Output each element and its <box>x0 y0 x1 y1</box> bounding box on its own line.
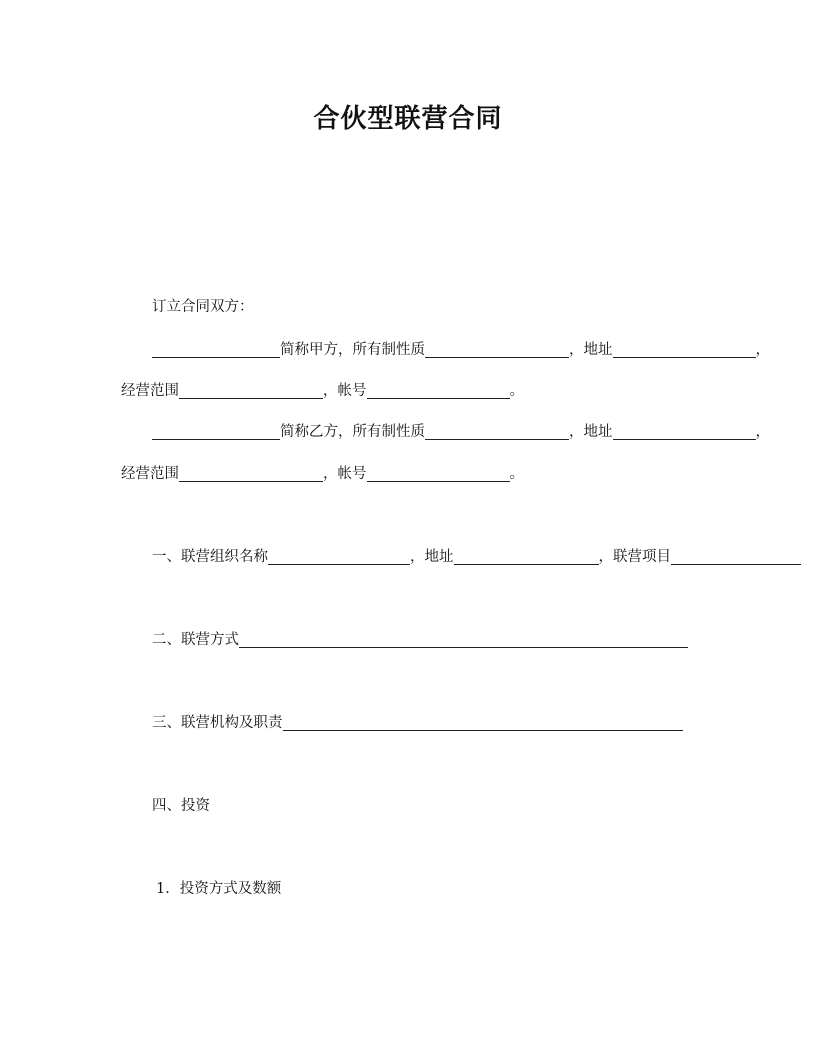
project-blank[interactable] <box>671 548 801 565</box>
section-2-label: 二、联营方式 <box>152 632 239 648</box>
party-b-line-2 <box>121 464 524 484</box>
party-a-period: 。 <box>509 383 524 399</box>
party-b-scope-label: 经营范围 <box>121 466 179 482</box>
party-b-short-label: 简称乙方，所有制性质 <box>280 424 425 440</box>
section-4-1-heading: 1．投资方式及数额 <box>156 881 282 897</box>
party-b-period: 。 <box>509 466 524 482</box>
party-b-comma: ， <box>755 424 770 440</box>
organization-blank[interactable] <box>283 714 683 731</box>
party-b-line-1 <box>152 422 770 442</box>
party-a-account-blank[interactable] <box>367 382 510 399</box>
party-a-scope-label: 经营范围 <box>121 383 179 399</box>
document-title: 合伙型联营合同 <box>313 104 503 134</box>
party-a-name-blank[interactable] <box>152 341 280 358</box>
party-a-scope-blank[interactable] <box>179 382 323 399</box>
section-1-label: 一、联营组织名称 <box>152 549 268 565</box>
org-address-blank[interactable] <box>454 548 599 565</box>
party-a-short-label: 简称甲方，所有制性质 <box>280 342 425 358</box>
party-a-line-2 <box>121 381 524 401</box>
party-a-ownership-blank[interactable] <box>425 341 569 358</box>
section-1-address-label: ，地址 <box>410 549 454 565</box>
section-4-heading: 四、投资 <box>152 798 210 814</box>
party-a-address-blank[interactable] <box>613 341 756 358</box>
party-a-line-1 <box>152 340 770 360</box>
party-b-address-label: ，地址 <box>569 424 613 440</box>
section-2-line <box>152 630 688 650</box>
party-b-account-blank[interactable] <box>367 465 510 482</box>
party-b-address-blank[interactable] <box>613 423 756 440</box>
section-1-line <box>152 547 801 567</box>
party-a-account-label: ，帐号 <box>323 383 367 399</box>
party-a-comma: ， <box>755 342 770 358</box>
org-name-blank[interactable] <box>268 548 410 565</box>
method-blank[interactable] <box>239 631 688 648</box>
section-3-label: 三、联营机构及职责 <box>152 715 283 731</box>
party-a-address-label: ，地址 <box>569 342 613 358</box>
party-b-ownership-blank[interactable] <box>425 423 569 440</box>
intro-line: 订立合同双方： <box>152 299 254 315</box>
party-b-account-label: ，帐号 <box>323 466 367 482</box>
party-b-scope-blank[interactable] <box>179 465 323 482</box>
party-b-name-blank[interactable] <box>152 423 280 440</box>
section-1-project-label: ，联营项目 <box>598 549 671 565</box>
section-3-line <box>152 713 683 733</box>
